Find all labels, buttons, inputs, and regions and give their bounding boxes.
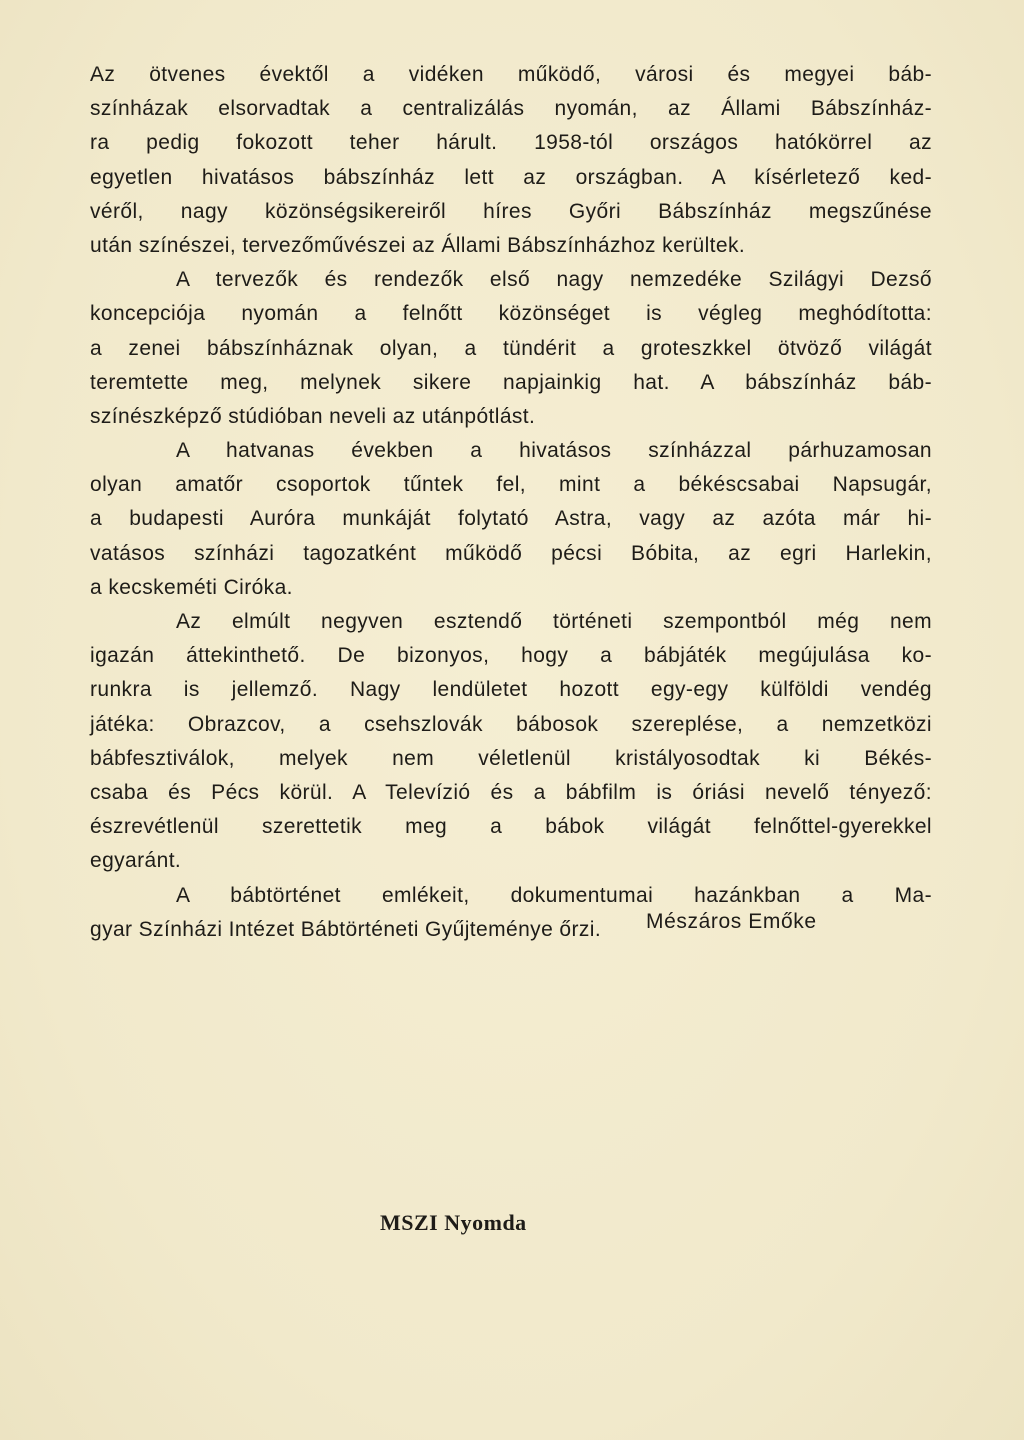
text-line: bábfesztiválok, melyek nem véletlenül kristályosodtak ki Békés- [90, 746, 932, 770]
body-text [90, 58, 932, 947]
text-line: teremtette meg, melynek sikere napjainkig hat. A bábszínház báb- [90, 370, 932, 394]
text-line: A bábtörténet emlékeit, dokumentumai hazánkban a Ma- [176, 883, 932, 907]
paragraph-4 [90, 605, 932, 879]
paragraph-2 [90, 263, 932, 434]
text-line: ra pedig fokozott teher hárult. 1958-tól országos hatókörrel az [90, 131, 932, 155]
paragraph-1 [90, 58, 932, 263]
text-line: olyan amatőr csoportok tűntek fel, mint a békéscsabai Napsugár, [90, 473, 932, 497]
text-line: után színészei, tervezőművészei az Állami Bábszínházhoz kerültek. [90, 233, 746, 257]
text-line: Az elmúlt negyven esztendő történeti szempontból még nem [176, 610, 932, 633]
text-line: a budapesti Auróra munkáját folytató Astra, vagy az azóta már hi- [90, 507, 932, 531]
text-line: A hatvanas években a hivatásos színházzal párhuzamosan [176, 439, 932, 463]
text-line: csaba és Pécs körül. A Televízió és a bábfilm is óriási nevelő tényező: [90, 780, 932, 804]
text-line: A tervezők és rendezők első nagy nemzedéke Szilágyi Dezső [176, 268, 932, 292]
text-line: runkra is jellemző. Nagy lendületet hozott egy-egy külföldi vendég [90, 678, 932, 702]
printer-imprint: MSZI Nyomda [380, 1210, 527, 1235]
text-line: igazán áttekinthető. De bizonyos, hogy a bábjáték megújulása ko- [90, 644, 932, 668]
text-line: játéka: Obrazcov, a csehszlovák bábosok szereplése, a nemzetközi [90, 712, 932, 736]
text-line: egyetlen hivatásos bábszínház lett az országban. A kísérletező ked- [90, 165, 932, 189]
text-line: vatásos színházi tagozatként működő pécsi Bóbita, az egri Harlekin, [90, 541, 932, 565]
text-line: a kecskeméti Ciróka. [90, 575, 293, 599]
text-line: egyaránt. [90, 849, 182, 873]
text-line: véről, nagy közönségsikereiről híres Győri Bábszínház megszűnése [90, 199, 932, 223]
text-line: színházak elsorvadtak a centralizálás nyomán, az Állami Bábszínház- [90, 97, 932, 121]
text-line: Az ötvenes évektől a vidéken működő, városi és megyei báb- [90, 63, 932, 86]
text-line: koncepciója nyomán a felnőtt közönséget is végleg meghódította: [90, 302, 932, 326]
text-line: gyar Színházi Intézet Bábtörténeti Gyűjteménye őrzi. [90, 917, 602, 941]
text-line: színészképző stúdióban neveli az utánpótlást. [90, 404, 536, 428]
author-signature: Mészáros Emőke [646, 910, 817, 933]
text-line: a zenei bábszínháznak olyan, a tündérit a groteszkkel ötvöző világát [90, 336, 932, 360]
paragraph-3 [90, 434, 932, 605]
text-line: észrevétlenül szerettetik meg a bábok világát felnőttel-gyerekkel [90, 815, 932, 839]
